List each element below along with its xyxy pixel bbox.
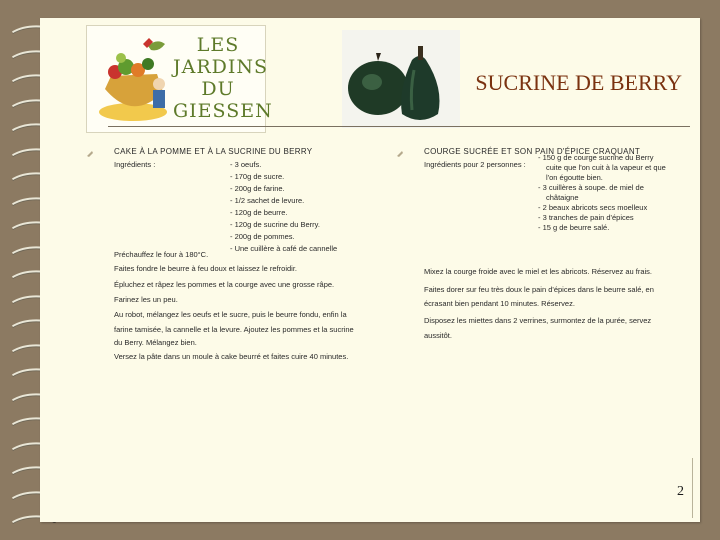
recipe-step: Épluchez et râpez les pommes et la courge avec une grosse râpe. bbox=[114, 280, 335, 289]
recipe-step: Préchauffez le four à 180°C. bbox=[114, 250, 209, 259]
bullet-icon bbox=[396, 149, 404, 157]
left-recipe-heading: CAKE À LA POMME ET À LA SUCRINE DU BERRY bbox=[114, 147, 313, 156]
ingredient-item: - 150 g de courge sucrine du Berry bbox=[538, 153, 654, 162]
recipe-step: Faites dorer sur feu très doux le pain d'épices dans le beurre salé, en bbox=[424, 285, 654, 294]
gardener-illustration-icon bbox=[93, 34, 179, 124]
recipe-step: Au robot, mélangez les oeufs et le sucre, puis le beurre fondu, enfin la bbox=[114, 310, 347, 319]
recipe-step: Disposez les miettes dans 2 verrines, surmontez de la purée, servez bbox=[424, 316, 652, 325]
ingredient-item: châtaigne bbox=[546, 193, 579, 202]
ingredient-item: l'on égoutte bien. bbox=[546, 173, 603, 182]
ingredient-item: - 1/2 sachet de levure. bbox=[230, 195, 337, 207]
page-number: 2 bbox=[677, 484, 684, 499]
ingredient-item: - 120g de beurre. bbox=[230, 207, 337, 219]
logo-line: DU bbox=[201, 78, 235, 100]
ingredient-item: - 200g de pommes. bbox=[230, 231, 337, 243]
logo-les-jardins-du-giessen bbox=[86, 25, 273, 133]
right-ingredients-label: Ingrédients pour 2 personnes : bbox=[424, 160, 526, 169]
ingredient-item: - 120g de sucrine du Berry. bbox=[230, 219, 337, 231]
sucrine-squash-photo bbox=[342, 30, 460, 128]
ingredient-item: - 3 cuillères à soupe. de miel de bbox=[538, 183, 644, 192]
ingredient-item: - 2 beaux abricots secs moelleux bbox=[538, 203, 648, 212]
ingredient-item: - 200g de farine. bbox=[230, 183, 337, 195]
ingredient-item: - 15 g de beurre salé. bbox=[538, 223, 610, 232]
logo-line: JARDINS bbox=[173, 56, 269, 78]
recipe-step: du Berry. Mélangez bien. bbox=[114, 338, 197, 347]
recipe-step: écrasant bien pendant 10 minutes. Réservez. bbox=[424, 299, 575, 308]
page-title: SUCRINE DE BERRY bbox=[475, 70, 682, 95]
ingredient-item: - 3 tranches de pain d'épices bbox=[538, 213, 634, 222]
title-divider bbox=[108, 126, 690, 127]
recipe-step: Versez la pâte dans un moule à cake beurré et faites cuire 40 minutes. bbox=[114, 352, 349, 361]
recipe-step: aussitôt. bbox=[424, 331, 452, 340]
notebook-page bbox=[40, 18, 700, 522]
bullet-icon bbox=[86, 149, 94, 157]
logo-line: LES bbox=[196, 34, 240, 56]
left-ingredients-label: Ingrédients : bbox=[114, 160, 156, 169]
ingredient-item: - Une cuillère à café de cannelle bbox=[230, 243, 337, 255]
ingredient-item: cuite que l'on cuit à la vapeur et que bbox=[546, 163, 666, 172]
recipe-step: Faites fondre le beurre à feu doux et laissez le refroidir. bbox=[114, 264, 298, 273]
right-recipe-heading: COURGE SUCRÉE ET SON PAIN D'ÉPICE CRAQUANT bbox=[424, 147, 641, 156]
recipe-step: farine tamisée, la cannelle et la levure. Ajoutez les pommes et la sucrine bbox=[114, 325, 354, 334]
logo-text bbox=[173, 34, 273, 122]
left-ingredients-list bbox=[230, 159, 337, 255]
ingredient-item: - 3 oeufs. bbox=[230, 159, 337, 171]
ingredient-item: - 170g de sucre. bbox=[230, 171, 337, 183]
recipe-step: Farinez les un peu. bbox=[114, 295, 178, 304]
logo-line: GIESSEN bbox=[173, 100, 273, 122]
recipe-step: Mixez la courge froide avec le miel et les abricots. Réservez au frais. bbox=[424, 267, 653, 276]
page-edge-line bbox=[692, 458, 693, 518]
